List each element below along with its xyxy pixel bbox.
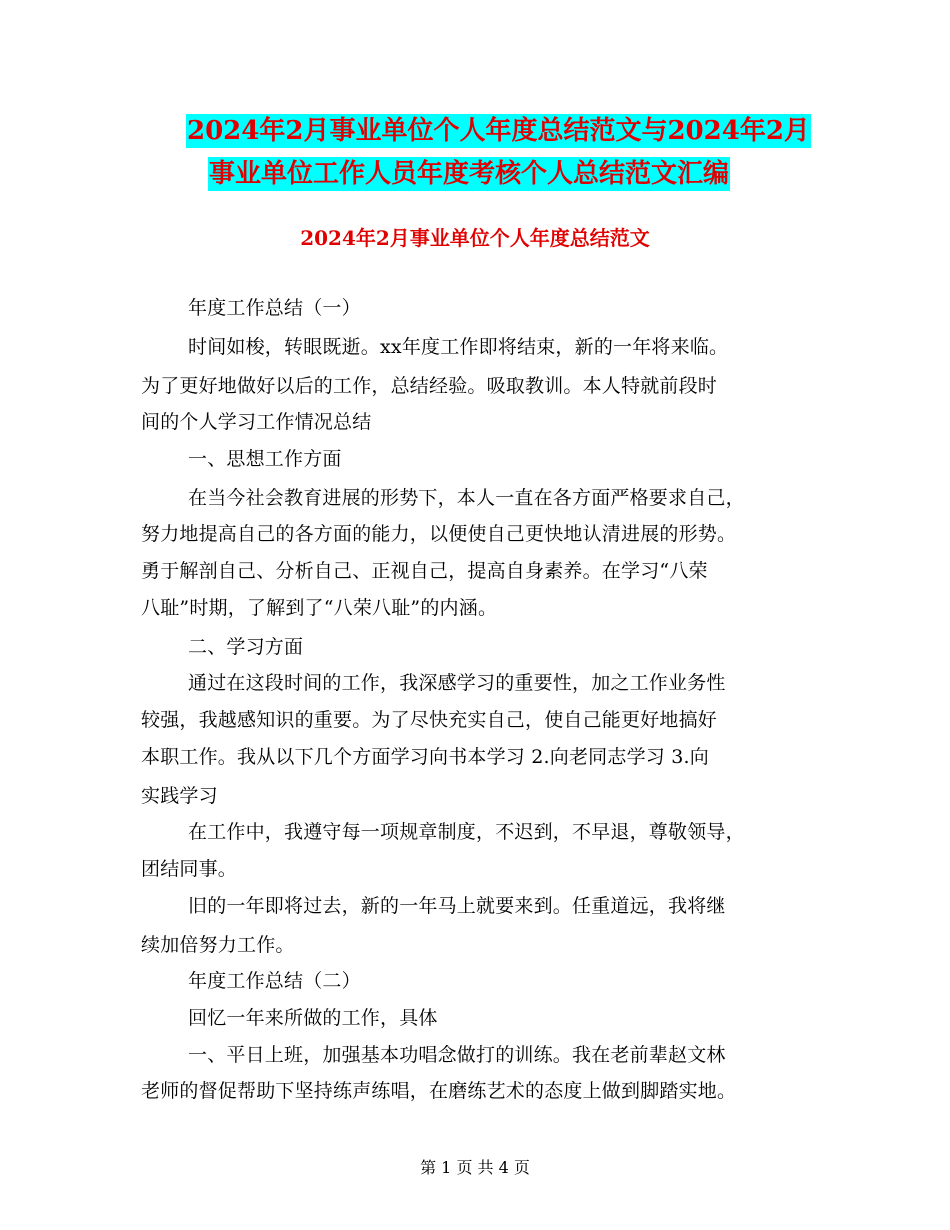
body-line: 在当今社会教育进展的形势下，本人一直在各方面严格要求自己，: [188, 487, 745, 509]
body-line: 老师的督促帮助下坚持练声练唱，在磨练艺术的态度上做到脚踏实地。: [141, 1080, 737, 1102]
body-line: 实践学习: [141, 785, 218, 807]
document-title-line-2: 事业单位工作人员年度考核个人总结范文汇编: [209, 159, 730, 189]
body-line: 本职工作。我从以下几个方面学习向书本学习 2.向老同志学习 3.向: [141, 746, 709, 768]
body-line: 二、学习方面: [188, 636, 304, 658]
body-line: 一、平日上班，加强基本功唱念做打的训练。我在老前辈赵文林: [188, 1044, 726, 1066]
body-line: 通过在这段时间的工作，我深感学习的重要性，加之工作业务性: [188, 672, 726, 694]
body-line: 旧的一年即将过去，新的一年马上就要来到。任重道远，我将继: [188, 895, 726, 917]
body-line: 一、思想工作方面: [188, 448, 342, 470]
document-title-line-1: 2024年2月事业单位个人年度总结范文与2024年2月: [187, 116, 810, 146]
body-line: 时间如梭，转眼既逝。xx年度工作即将结束，新的一年将来临。: [188, 336, 729, 358]
body-line: 间的个人学习工作情况总结: [141, 411, 372, 433]
body-line: 年度工作总结（一）: [188, 297, 361, 319]
body-line: 在工作中，我遵守每一项规章制度，不迟到，不早退，尊敬领导，: [188, 821, 745, 843]
page-footer: 第 1 页 共 4 页: [420, 1158, 530, 1177]
body-line: 续加倍努力工作。: [141, 934, 295, 956]
body-line: 勇于解剖自己、分析自己、正视自己，提高自身素养。在学习“八荣: [141, 560, 708, 582]
body-line: 年度工作总结（二）: [188, 970, 361, 992]
body-line: 八耻”时期，了解到了“八荣八耻”的内涵。: [141, 597, 498, 619]
body-line: 回忆一年来所做的工作，具体: [188, 1007, 438, 1029]
body-line: 团结同事。: [141, 858, 238, 880]
section-subtitle: 2024年2月事业单位个人年度总结范文: [300, 226, 650, 250]
body-line: 为了更好地做好以后的工作，总结经验。吸取教训。本人特就前段时: [141, 375, 718, 397]
body-line: 较强，我越感知识的重要。为了尽快充实自己，使自己能更好地搞好: [141, 709, 718, 731]
body-line: 努力地提高自己的各方面的能力，以便使自己更快地认清进展的形势。: [141, 523, 737, 545]
